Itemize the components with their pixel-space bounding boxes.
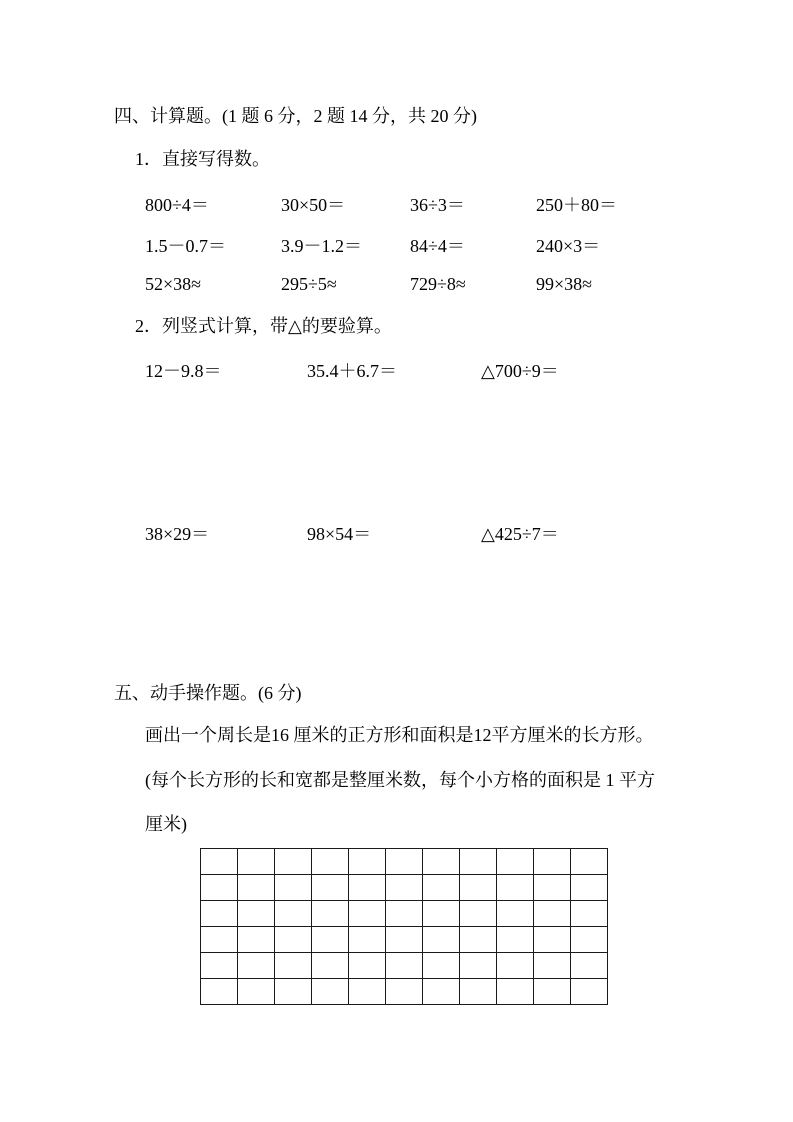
grid-cell xyxy=(386,927,423,953)
section5-heading: 五、动手操作题。(6 分) xyxy=(114,683,302,703)
grid-cell xyxy=(460,953,497,979)
grid-cell xyxy=(571,875,608,901)
expression: 295÷5≈ xyxy=(281,274,337,294)
q2-row-2 xyxy=(145,520,705,542)
grid-cell xyxy=(275,875,312,901)
instruction-line-2: (每个长方形的长和宽都是整厘米数，每个小方格的面积是 1 平方 xyxy=(145,770,655,790)
expression: 35.4＋6.7＝ xyxy=(307,361,397,381)
expression: 240×3＝ xyxy=(536,236,601,256)
grid-cell xyxy=(460,875,497,901)
grid-cell xyxy=(571,927,608,953)
expression: 30×50＝ xyxy=(281,195,346,215)
expression: 84÷4＝ xyxy=(410,236,465,256)
grid-cell xyxy=(201,849,238,875)
grid-cell xyxy=(201,875,238,901)
grid-cell xyxy=(201,927,238,953)
expression: 250＋80＝ xyxy=(536,195,617,215)
grid-cell xyxy=(423,953,460,979)
instruction-line-3: 厘米) xyxy=(145,814,187,834)
instruction-line-1: 画出一个周长是16 厘米的正方形和面积是12平方厘米的长方形。 xyxy=(145,725,654,745)
grid-cell xyxy=(349,875,386,901)
grid-cell xyxy=(497,901,534,927)
grid-row xyxy=(201,849,608,875)
grid-cell xyxy=(312,901,349,927)
grid-cell xyxy=(238,901,275,927)
grid-cell xyxy=(349,849,386,875)
grid-cell xyxy=(312,849,349,875)
grid-cell xyxy=(349,901,386,927)
grid-cell xyxy=(275,927,312,953)
grid-cell xyxy=(423,849,460,875)
grid-cell xyxy=(460,849,497,875)
expression: 800÷4＝ xyxy=(145,195,209,215)
grid-table xyxy=(200,848,608,1005)
expression: 3.9－1.2＝ xyxy=(281,236,362,256)
grid-cell xyxy=(534,927,571,953)
grid-cell xyxy=(349,927,386,953)
grid-row xyxy=(201,927,608,953)
grid-cell xyxy=(534,979,571,1005)
q1-row-2 xyxy=(145,232,705,254)
q1-row-1 xyxy=(145,191,705,213)
expression: 36÷3＝ xyxy=(410,195,465,215)
grid-cell xyxy=(534,953,571,979)
grid-cell xyxy=(312,953,349,979)
grid-cell xyxy=(201,953,238,979)
grid-cell xyxy=(238,927,275,953)
expression: 52×38≈ xyxy=(145,274,202,294)
grid-cell xyxy=(275,901,312,927)
expression: △700÷9＝ xyxy=(481,361,559,381)
grid-cell xyxy=(460,927,497,953)
expression: 38×29＝ xyxy=(145,524,210,544)
grid-cell xyxy=(497,875,534,901)
grid-cell xyxy=(312,927,349,953)
q2-row-1 xyxy=(145,357,705,379)
expression: 729÷8≈ xyxy=(410,274,466,294)
grid-cell xyxy=(201,901,238,927)
grid-cell xyxy=(571,953,608,979)
grid-cell xyxy=(534,849,571,875)
section4-heading: 四、计算题。(1 题 6 分，2 题 14 分，共 20 分) xyxy=(114,106,477,126)
grid-row xyxy=(201,875,608,901)
grid-row xyxy=(201,979,608,1005)
grid-cell xyxy=(349,953,386,979)
grid-body xyxy=(201,849,608,1005)
grid-cell xyxy=(275,979,312,1005)
grid-cell xyxy=(275,849,312,875)
q1-row-3 xyxy=(145,274,705,296)
expression: △425÷7＝ xyxy=(481,524,559,544)
grid-cell xyxy=(571,979,608,1005)
grid-cell xyxy=(386,953,423,979)
grid-cell xyxy=(497,927,534,953)
grid-cell xyxy=(386,875,423,901)
grid-cell xyxy=(571,901,608,927)
grid-cell xyxy=(534,901,571,927)
grid-cell xyxy=(423,901,460,927)
grid-row xyxy=(201,953,608,979)
grid-cell xyxy=(423,979,460,1005)
grid-cell xyxy=(238,979,275,1005)
q2-label: 2．列竖式计算，带△的要验算。 xyxy=(135,316,392,336)
grid-cell xyxy=(275,953,312,979)
grid-cell xyxy=(460,901,497,927)
grid-cell xyxy=(201,979,238,1005)
grid-cell xyxy=(423,927,460,953)
grid-cell xyxy=(423,875,460,901)
grid-cell xyxy=(534,875,571,901)
expression: 99×38≈ xyxy=(536,274,593,294)
grid-cell xyxy=(238,849,275,875)
expression: 98×54＝ xyxy=(307,524,372,544)
grid-cell xyxy=(497,953,534,979)
grid-row xyxy=(201,901,608,927)
grid-cell xyxy=(497,849,534,875)
grid-cell xyxy=(386,901,423,927)
expression: 12－9.8＝ xyxy=(145,361,222,381)
grid-cell xyxy=(571,849,608,875)
grid-cell xyxy=(386,849,423,875)
grid-cell xyxy=(238,953,275,979)
grid-cell xyxy=(349,979,386,1005)
grid-cell xyxy=(312,979,349,1005)
grid-cell xyxy=(312,875,349,901)
grid-cell xyxy=(460,979,497,1005)
expression: 1.5－0.7＝ xyxy=(145,236,226,256)
grid-cell xyxy=(497,979,534,1005)
grid-cell xyxy=(238,875,275,901)
q1-label: 1．直接写得数。 xyxy=(135,149,270,169)
grid-cell xyxy=(386,979,423,1005)
